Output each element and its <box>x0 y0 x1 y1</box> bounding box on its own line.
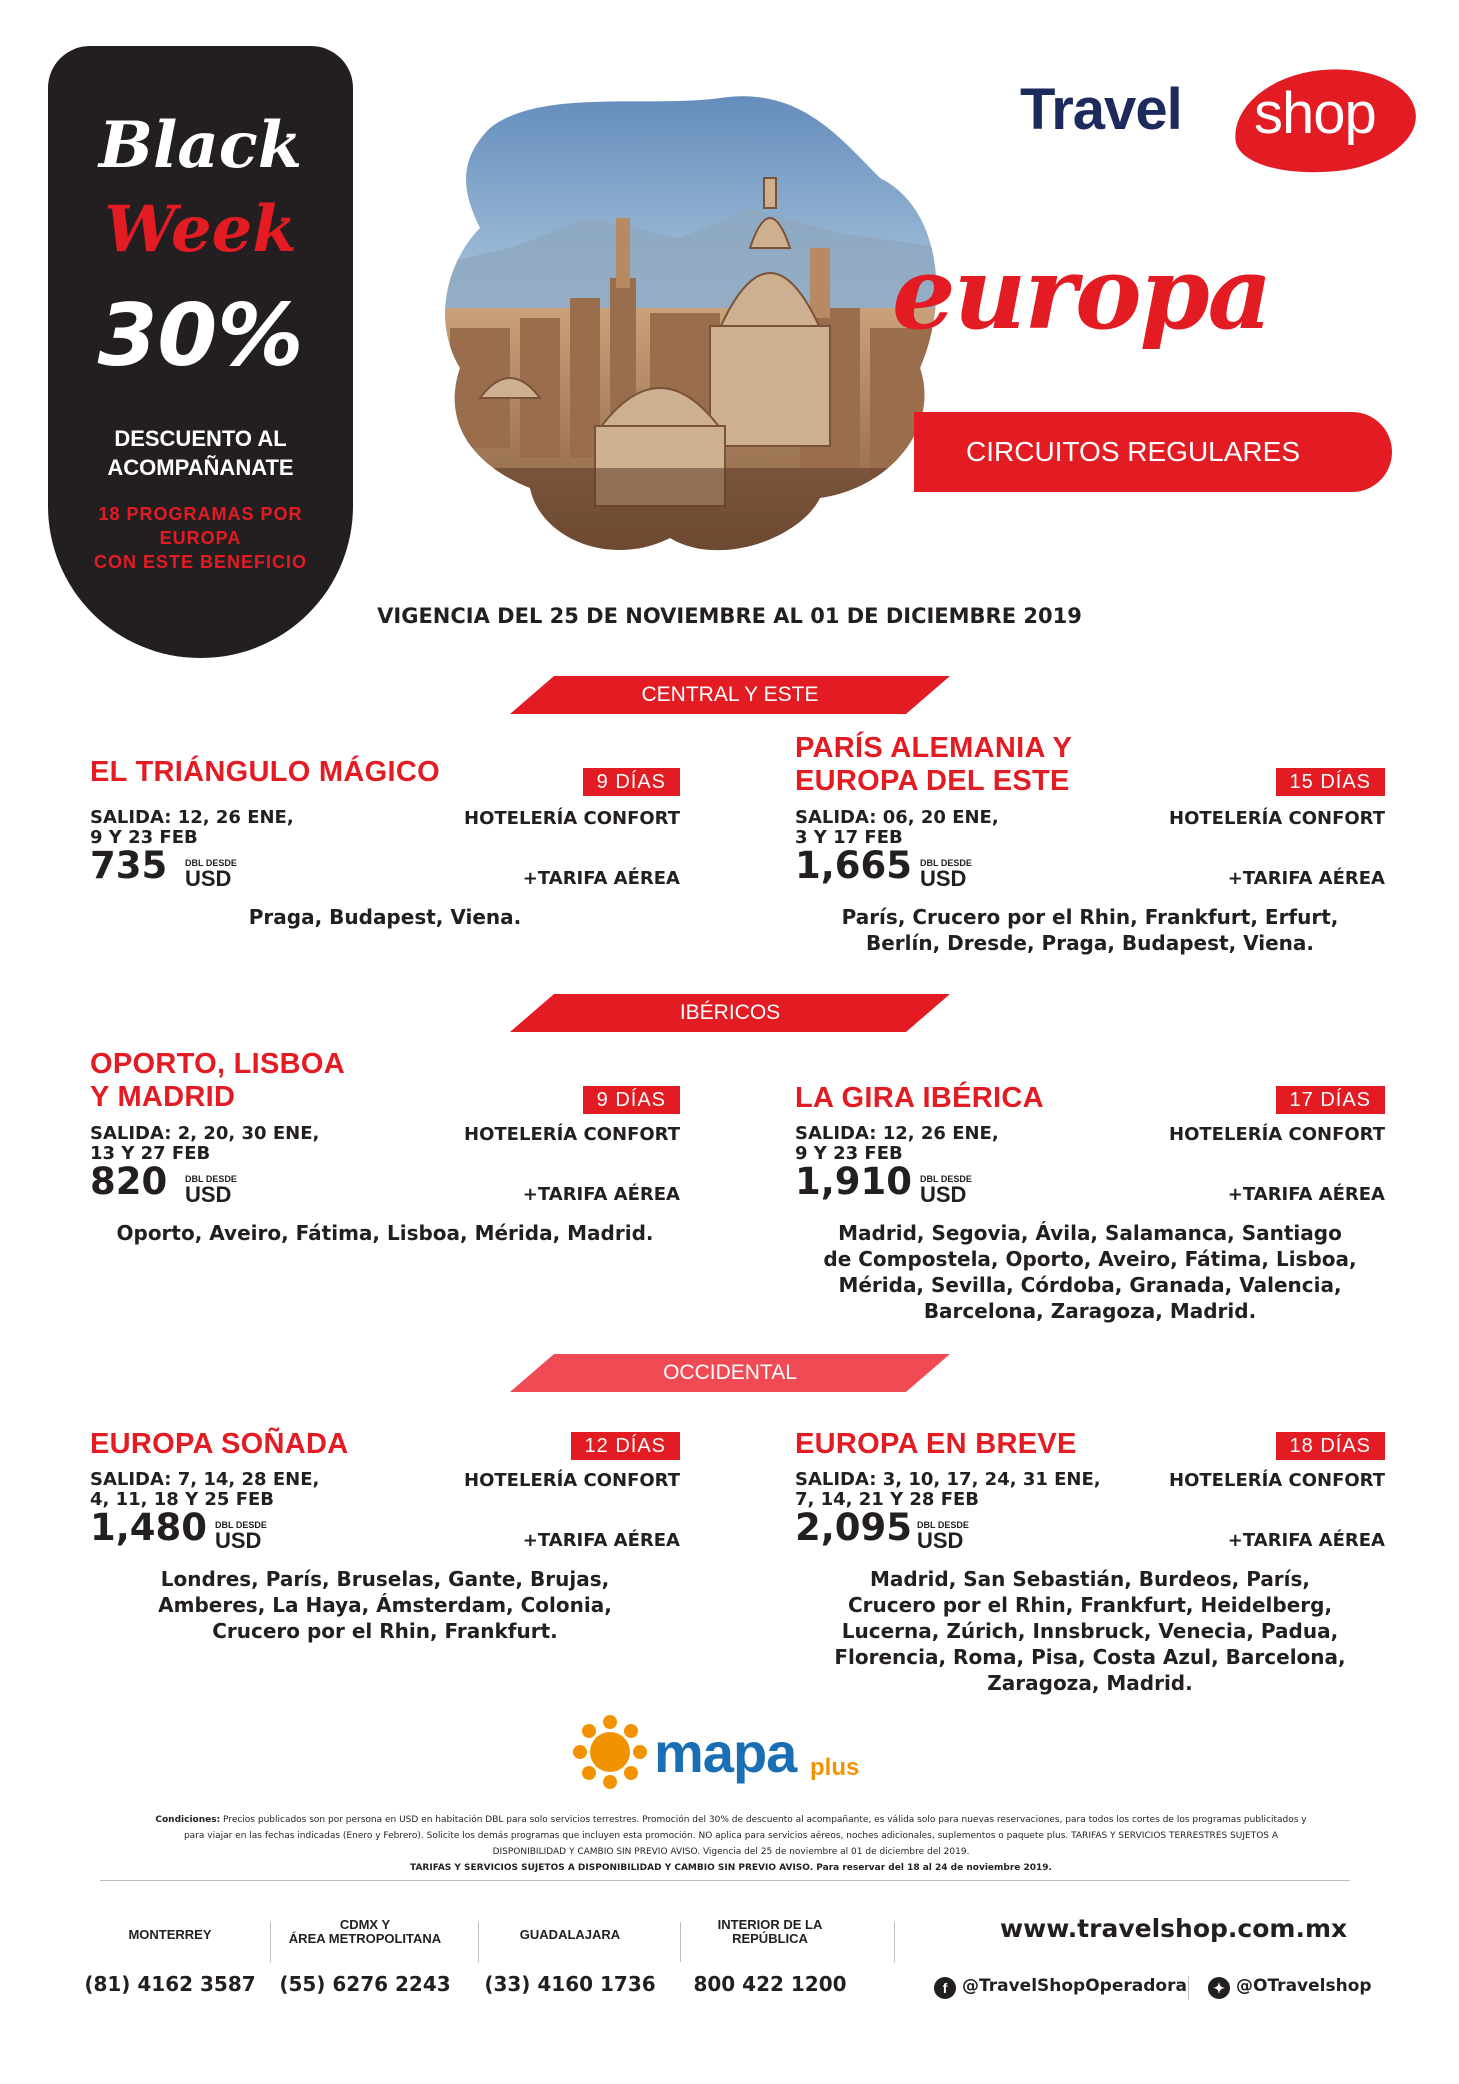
logo-travel-text: Travel <box>1020 77 1182 142</box>
price-dbl-label: DBL DESDE <box>917 1520 969 1530</box>
program-price: 1,480 <box>90 1506 208 1549</box>
office-cdmx: CDMX Y ÁREA METROPOLITANA <box>288 1917 442 1946</box>
program-hotel: HOTELERÍA CONFORT <box>1169 1124 1385 1145</box>
program-airfare-note: +TARIFA AÉREA <box>1227 1184 1385 1205</box>
price-currency: USD <box>215 1528 262 1553</box>
program-days-badge: 17 DÍAS <box>1276 1086 1385 1114</box>
program-cities: Londres, París, Bruselas, Gante, Brujas, Amberes, La Haya, Ámsterdam, Colonia, Crucero por el Rhin, Frankfurt. <box>158 1567 612 1643</box>
program-card <box>795 1082 1385 1342</box>
footer-divider <box>100 1880 1350 1881</box>
program-cities: Madrid, Segovia, Ávila, Salamanca, Santiago de Compostela, Oporto, Aveiro, Fátima, Lisboa, Mérida, Sevilla, Córdoba, Granada, Valencia, Barcelona, Zaragoza, Madrid. <box>823 1221 1357 1323</box>
program-title: LA GIRA IBÉRICA <box>795 1082 1044 1114</box>
program-cities: París, Crucero por el Rhin, Frankfurt, Erfurt, Berlín, Dresde, Praga, Budapest, Viena. <box>841 905 1339 955</box>
program-days-badge: 9 DÍAS <box>583 1086 680 1114</box>
mapa-text: mapa <box>654 1721 797 1784</box>
program-price: 820 <box>90 1160 168 1203</box>
program-price: 1,910 <box>795 1160 913 1203</box>
badge-black-text: Black <box>98 108 303 183</box>
program-days-badge: 18 DÍAS <box>1276 1432 1385 1460</box>
plus-text: plus <box>810 1754 860 1781</box>
section-banner-central-este: CENTRAL Y ESTE <box>510 676 950 714</box>
program-card <box>90 756 680 956</box>
program-departures: SALIDA: 2, 20, 30 ENE, 13 Y 27 FEB <box>90 1123 320 1164</box>
footer-separator <box>680 1922 681 1962</box>
program-airfare-note: +TARIFA AÉREA <box>1227 1530 1385 1551</box>
circuitos-regulares-banner: CIRCUITOS REGULARES <box>914 412 1392 492</box>
program-card <box>90 1048 680 1268</box>
program-title: OPORTO, LISBOA Y MADRID <box>90 1048 346 1113</box>
program-airfare-note: +TARIFA AÉREA <box>1227 868 1385 889</box>
validity-text: VIGENCIA DEL 25 DE NOVIEMBRE AL 01 DE DICIEMBRE 2019 <box>377 604 1082 628</box>
footer-separator <box>894 1922 895 1962</box>
program-title: PARÍS ALEMANIA Y EUROPA DEL ESTE <box>795 732 1073 797</box>
price-currency: USD <box>185 866 232 891</box>
office-interior: INTERIOR DE LA REPÚBLICA <box>717 1917 823 1946</box>
footer-separator <box>270 1922 271 1962</box>
program-days-badge: 12 DÍAS <box>571 1432 680 1460</box>
program-price: 1,665 <box>795 844 913 887</box>
section-banner-ibericos: IBÉRICOS <box>510 994 950 1032</box>
price-dbl-label: DBL DESDE <box>215 1520 267 1530</box>
footer-separator <box>478 1922 479 1962</box>
mapaplus-logo <box>572 1710 902 1800</box>
office-guadalajara: GUADALAJARA <box>519 1927 621 1942</box>
program-hotel: HOTELERÍA CONFORT <box>464 1470 680 1491</box>
price-currency: USD <box>920 866 967 891</box>
program-title: EL TRIÁNGULO MÁGICO <box>90 756 440 788</box>
program-price: 2,095 <box>795 1506 913 1549</box>
office-monterrey: MONTERREY <box>128 1927 212 1942</box>
program-hotel: HOTELERÍA CONFORT <box>1169 808 1385 829</box>
badge-description: DESCUENTO AL ACOMPAÑANATE <box>107 426 294 480</box>
logo-shop-text: shop <box>1254 81 1376 146</box>
badge-programs-note: 18 PROGRAMAS POR EUROPA CON ESTE BENEFICIO <box>93 504 308 572</box>
price-dbl-label: DBL DESDE <box>920 858 972 868</box>
program-cities: Madrid, San Sebastián, Burdeos, París, Crucero por el Rhin, Frankfurt, Heidelberg, Lucerna, Zúrich, Innsbruck, Venecia, Padua, Florencia, Roma, Pisa, Costa Azul, Barcelona, Zaragoza, Madrid. <box>834 1567 1346 1695</box>
program-airfare-note: +TARIFA AÉREA <box>522 1530 680 1551</box>
footer-separator <box>1188 1976 1189 2000</box>
program-title: EUROPA EN BREVE <box>795 1428 1077 1460</box>
program-cities: Praga, Budapest, Viena. <box>248 905 522 929</box>
europa-title: europa <box>892 234 1271 352</box>
program-departures: SALIDA: 7, 14, 28 ENE, 4, 11, 18 Y 25 FEB <box>90 1469 320 1510</box>
twitter-handle[interactable]: @OTravelshop <box>1236 1976 1372 1996</box>
phone-interior[interactable]: 800 422 1200 <box>693 1972 847 1996</box>
section-banner-occidental: OCCIDENTAL <box>510 1354 950 1392</box>
program-card <box>795 1428 1385 1708</box>
program-card <box>90 1428 680 1658</box>
price-currency: USD <box>920 1182 967 1207</box>
program-airfare-note: +TARIFA AÉREA <box>522 868 680 889</box>
sun-icon <box>572 1714 648 1790</box>
program-hotel: HOTELERÍA CONFORT <box>464 808 680 829</box>
travelshop-logo <box>1020 70 1400 170</box>
black-week-badge <box>48 46 353 658</box>
price-currency: USD <box>185 1182 232 1207</box>
program-hotel: HOTELERÍA CONFORT <box>464 1124 680 1145</box>
website-link[interactable]: www.travelshop.com.mx <box>1000 1914 1348 1943</box>
phone-guadalajara[interactable]: (33) 4160 1736 <box>484 1972 656 1996</box>
program-cities: Oporto, Aveiro, Fátima, Lisboa, Mérida, Madrid. <box>116 1221 654 1245</box>
program-title: EUROPA SOÑADA <box>90 1428 349 1460</box>
price-dbl-label: DBL DESDE <box>920 1174 972 1184</box>
facebook-handle[interactable]: @TravelShopOperadora <box>962 1976 1187 1996</box>
program-hotel: HOTELERÍA CONFORT <box>1169 1470 1385 1491</box>
program-days-badge: 9 DÍAS <box>583 768 680 796</box>
conditions-text: Condiciones: Precios publicados son por persona en USD en habitación DBL para solo servicios terrestres. Promoción del 30% de descuento al acompañante, es válida solo para nuevas reservaciones, para todos los cortes de los programas publicitados y para viajar en las fechas indicadas (Enero y Febrero). Solicite los demás programas que incluyen esta promoción. NO aplica para servicios aéreos, noches adicionales, suplementos o paquete plus. TARIFAS Y SERVICIOS TERRESTRES SUJETOS A DISPONIBILIDAD Y CAMBIO SIN PREVIO AVISO. Vigencia del 25 de noviembre al 01 de diciembre del 2019. TARIFAS Y SERVICIOS SUJETOS A DISPONIBILIDAD Y CAMBIO SIN PREVIO AVISO. Para reservar del 18 al 24 de noviembre 2019. <box>155 1815 1307 1873</box>
price-dbl-label: DBL DESDE <box>185 858 237 868</box>
program-departures: SALIDA: 12, 26 ENE, 9 Y 23 FEB <box>795 1123 999 1164</box>
badge-week-text: Week <box>104 192 297 267</box>
program-price: 735 <box>90 844 168 887</box>
program-departures: SALIDA: 06, 20 ENE, 3 Y 17 FEB <box>795 807 999 848</box>
facebook-icon[interactable]: f <box>934 1977 956 1999</box>
price-dbl-label: DBL DESDE <box>185 1174 237 1184</box>
phone-monterrey[interactable]: (81) 4162 3587 <box>84 1972 256 1996</box>
program-departures: SALIDA: 3, 10, 17, 24, 31 ENE, 7, 14, 21 Y 28 FEB <box>795 1469 1101 1510</box>
price-currency: USD <box>917 1528 964 1553</box>
program-departures: SALIDA: 12, 26 ENE, 9 Y 23 FEB <box>90 807 294 848</box>
program-airfare-note: +TARIFA AÉREA <box>522 1184 680 1205</box>
twitter-icon[interactable]: ✦ <box>1208 1977 1230 1999</box>
badge-percent: 30% <box>97 286 304 386</box>
program-days-badge: 15 DÍAS <box>1276 768 1385 796</box>
phone-cdmx[interactable]: (55) 6276 2243 <box>279 1972 451 1996</box>
program-card <box>795 732 1385 962</box>
